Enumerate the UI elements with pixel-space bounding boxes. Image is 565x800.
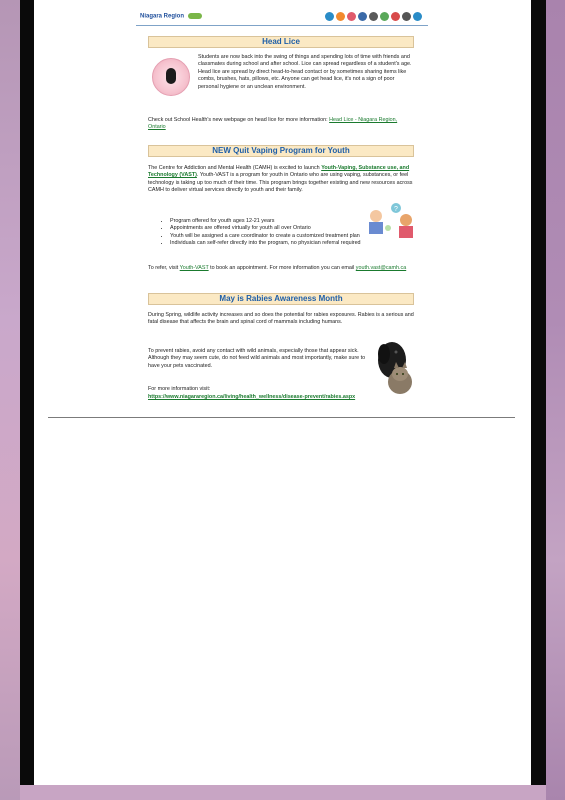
youth-vast-link[interactable]: Youth-VAST [179, 265, 209, 271]
rabies-paragraph-1: During Spring, wildlife activity increases and so does the potential for rabies exposures. Rabies is a serious and fatal disease that affects the brain and spinal cord of mammals including humans. [148, 312, 414, 326]
document-page [34, 0, 531, 785]
head-lice-link[interactable]: Head Lice - Niagara Region, Ontario [148, 117, 398, 131]
background-right [546, 0, 565, 800]
list-item: • Individuals can self-refer directly into the program, no physician referral required [170, 240, 426, 247]
email-link[interactable]: youth.vast@camh.ca [355, 265, 407, 271]
lice-icon [152, 58, 190, 96]
pinterest-icon[interactable] [391, 12, 400, 21]
vaping-intro-text: The Centre for Addiction and Mental Health (CAMH) is excited to launch [148, 165, 320, 171]
svg-text:?: ? [394, 206, 398, 213]
vaping-bullets [158, 218, 426, 248]
head-lice-body: Students are now back into the swing of things and spending lots of time with friends and classmates during school and after school. Lice can spread regardless of a student's age. Head lice are spread by direct head-to-head contact or by sometimes sharing items like combs, brushes, hats, pillows, etc. Anyone can get head lice, it's not a sign of poor personal hygiene or an unclean environment. [198, 54, 412, 90]
vaping-intro-rest: . Youth-VAST is a program for youth in Ontario who are using vaping, substances, or feel technology is taking up too much of their time. This program brings together existing and new resources across CAMH to deliver virtual services directly to youth and their family. [148, 172, 413, 194]
header-divider [136, 25, 428, 26]
vaping-title: NEW Quit Vaping Program for Youth [148, 145, 414, 157]
email-icon[interactable] [413, 12, 422, 21]
tiktok-icon[interactable] [402, 12, 411, 21]
vast-link[interactable]: Youth-Vaping, Substance use, and Technology (VAST) [148, 165, 410, 179]
twitter-icon[interactable] [369, 12, 378, 21]
vaping-intro [148, 165, 414, 195]
logo-text: Niagara Region [140, 13, 185, 20]
background-bottom [20, 785, 546, 800]
leaf-icon [188, 13, 202, 19]
frame-right [531, 0, 546, 785]
instagram-icon[interactable] [336, 12, 345, 21]
rabies-paragraph-2: To prevent rabies, avoid any contact with wild animals, especially those that appear sick. Although they may seem cute, do not feed wild animals and most importantly, make sure to have your pets vaccinated. [148, 348, 366, 369]
spotify-icon[interactable] [380, 12, 389, 21]
social-icons [325, 12, 422, 21]
frame-left [20, 0, 34, 785]
linkedin-icon[interactable] [358, 12, 367, 21]
head-lice-more-text: Check out School Health's new webpage on head lice for more information: [148, 117, 328, 123]
list-item: • Youth will be assigned a care coordinator to create a customized treatment plan [170, 233, 426, 240]
niagara-region-logo[interactable] [140, 13, 204, 20]
vaping-refer-mid: to book an appointment. For more information you can email [210, 265, 355, 271]
rabies-link[interactable]: https://www.niagararegion.ca/living/health_wellness/disease-prevent/rabies.aspx [148, 394, 356, 400]
vaping-refer [148, 265, 414, 272]
list-item: • Appointments are offered virtually for youth all over Ontario [170, 225, 426, 232]
youtube-icon[interactable] [347, 12, 356, 21]
background-left [0, 0, 20, 800]
rabies-more [148, 394, 414, 401]
head-lice-more [148, 117, 414, 132]
facebook-icon[interactable] [325, 12, 334, 21]
list-item: • Program offered for youth ages 12-21 years [170, 218, 426, 225]
rabies-title: May is Rabies Awareness Month [148, 293, 414, 305]
head-lice-title: Head Lice [148, 36, 414, 48]
page-divider [48, 417, 515, 418]
vaping-refer-text: To refer, visit [148, 265, 179, 271]
newsletter-header [136, 10, 428, 26]
rabies-more-text: For more information visit: [148, 386, 211, 392]
